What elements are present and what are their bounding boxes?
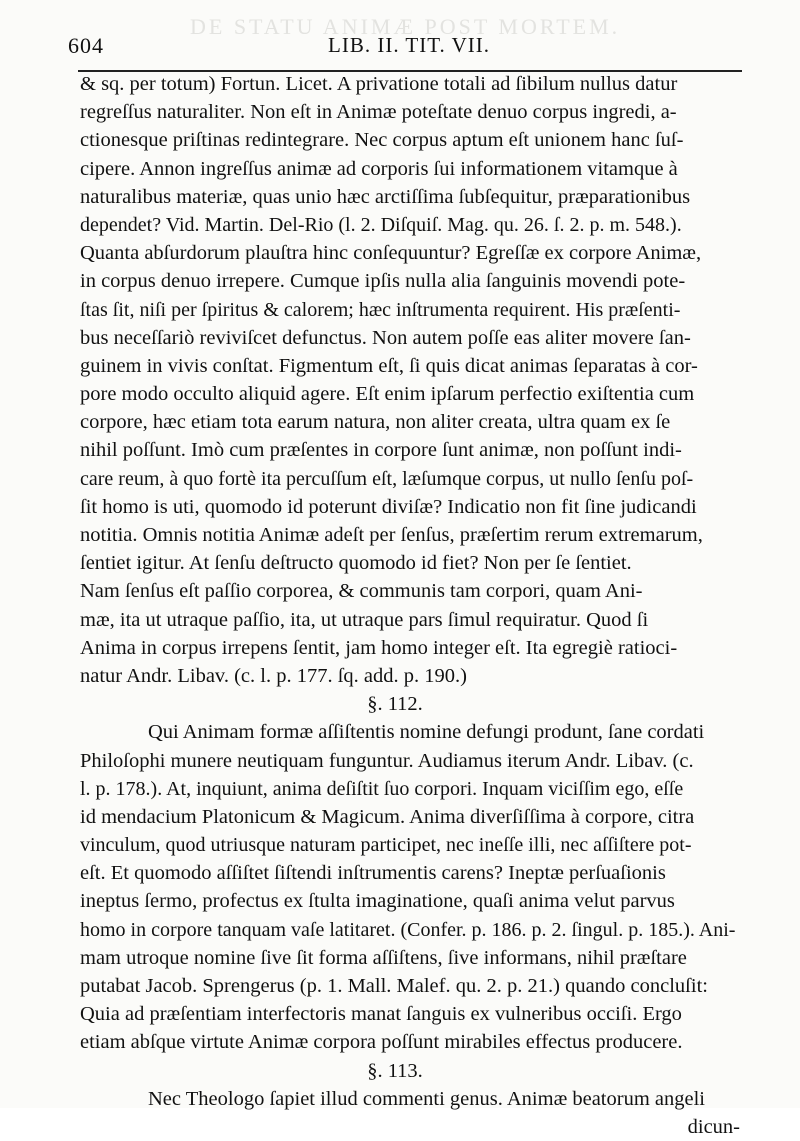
text-line: putabat Jacob. Sprengerus (p. 1. Mall. Malef. qu. 2. p. 21.) quando concluſit: (80, 975, 708, 997)
text-line: etiam abſque virtute Animæ corpora poſſunt mirabiles effectus producere. (80, 1031, 683, 1054)
text-line: notitia. Omnis notitia Animæ adeſt per ſenſus, præſertim rerum extremarum, (80, 524, 703, 546)
text-line: Nec Theologo ſapiet illud commenti genus. Animæ beatorum angeli (148, 1087, 705, 1110)
text-line: ctionesque priſtinas redintegrare. Nec corpus aptum eſt unionem hanc ſuſ- (80, 129, 684, 152)
text-line: natur Andr. Libav. (c. l. p. 177. ſq. add. p. 190.) (80, 664, 467, 687)
section-number: §. 112. (367, 693, 423, 716)
text-line: care reum, à quo fortè ita percuſſum eſt, læſumque corpus, ut nullo ſenſu poſ- (80, 467, 694, 490)
text-line: corpore, hæc etiam tota earum natura, non aliter creata, ultra quam ex ſe (80, 411, 671, 434)
running-head (68, 33, 758, 63)
text-line: l. p. 178.). At, inquiunt, anima deſiſtit ſuo corpori. Inquam viciſſim ego, eſſe (80, 777, 684, 800)
text-line: ſit homo is uti, quomodo id poterunt diviſæ? Indicatio non fit ſine judicandi (80, 495, 697, 518)
text-line: in corpus denuo irrepere. Cumque ipſis nulla alia ſanguinis movendi pote- (80, 270, 686, 293)
text-line: naturalibus materiæ, quas unio hæc arctiſſima ſubſequitur, præparationibus (80, 185, 691, 208)
text-line: mæ, ita ut utraque paſſio, ita, ut utraque pars ſimul requiratur. Quod ſi (80, 608, 649, 631)
text-line: ſtas ſit, niſi per ſpiritus & calorem; hæc inſtrumenta requirent. His præſenti- (80, 298, 681, 321)
text-line: pore modo occulto aliquid agere. Eſt enim ipſarum perfectio exiſtentia cum (80, 383, 695, 406)
text-line: Quia ad præſentiam interfectoris manat ſanguis ex vulneribus occiſi. Ergo (80, 1003, 682, 1026)
text-line: vinculum, quod utriusque naturam participet, nec ineſſe illi, nec aſſiſtere pot- (80, 834, 692, 857)
text-line: id mendacium Platonicum & Magicum. Anima diverſiſſima à corpore, citra (80, 805, 695, 828)
text-line: eſt. Et quomodo aſſiſtet ſiſtendi inſtrumentis carens? Ineptæ perſuaſionis (80, 862, 666, 885)
text-line: Anima in corpus irrepens ſentit, jam homo integer eſt. Ita egregiè ratioci- (80, 636, 678, 659)
page-number: 604 (68, 33, 104, 58)
body-text (80, 70, 770, 1141)
running-title: LIB. II. TIT. VII. (328, 33, 491, 57)
text-line: guinem in vivis conſtat. Figmentum eſt, ſi quis dicat animas ſeparatas à cor- (80, 354, 698, 377)
text-line: mam utroque nomine ſive ſit forma aſſiſtens, ſive informans, nihil præſtare (80, 946, 687, 969)
text-line: Quanta abſurdorum plauſtra hinc conſequuntur? Egreſſæ ex corpore Animæ, (80, 242, 702, 265)
text-line: Qui Animam formæ aſſiſtentis nomine defungi produnt, ſane cordati (148, 721, 705, 744)
bleed-through-text: DE STATU ANIMÆ POST MORTEM. (190, 14, 621, 39)
catchword: dicun- (687, 1115, 740, 1138)
text-line: bus neceſſariò reviviſcet defunctus. Non autem poſſe eas aliter movere ſan- (80, 326, 691, 349)
text-line: & sq. per totum) Fortun. Licet. A privatione totali ad ſibilum nullus datur (80, 73, 678, 95)
text-line: regreſſus naturaliter. Non eſt in Animæ poteſtate denuo corpus ingredi, a- (80, 101, 677, 124)
text-line: cipere. Annon ingreſſus animæ ad corporis ſui informationem vitamque à (80, 157, 678, 180)
text-line: Nam ſenſus eſt paſſio corporea, & communis tam corpori, quam Ani- (80, 580, 643, 603)
text-line: Philoſophi munere neutiquam funguntur. Audiamus iterum Andr. Libav. (c. (80, 749, 694, 772)
section-number: §. 113. (367, 1059, 423, 1082)
text-line: dependet? Vid. Martin. Del-Rio (l. 2. Diſquiſ. Mag. qu. 26. ſ. 2. p. m. 548.). (80, 213, 682, 236)
text-line: ineptus ſermo, profectus ex ſtulta imaginatione, quaſi anima velut parvus (80, 890, 675, 913)
text-line: nihil poſſunt. Imò cum præſentes in corpore ſunt animæ, non poſſunt indi- (80, 439, 682, 462)
text-line: homo in corpore tanquam vaſe latitaret. (Confer. p. 186. p. 2. ſingul. p. 185.). Ani- (80, 918, 736, 941)
text-line: ſentiet igitur. At ſenſu deſtructo quomodo id fiet? Non per ſe ſentiet. (80, 552, 632, 575)
